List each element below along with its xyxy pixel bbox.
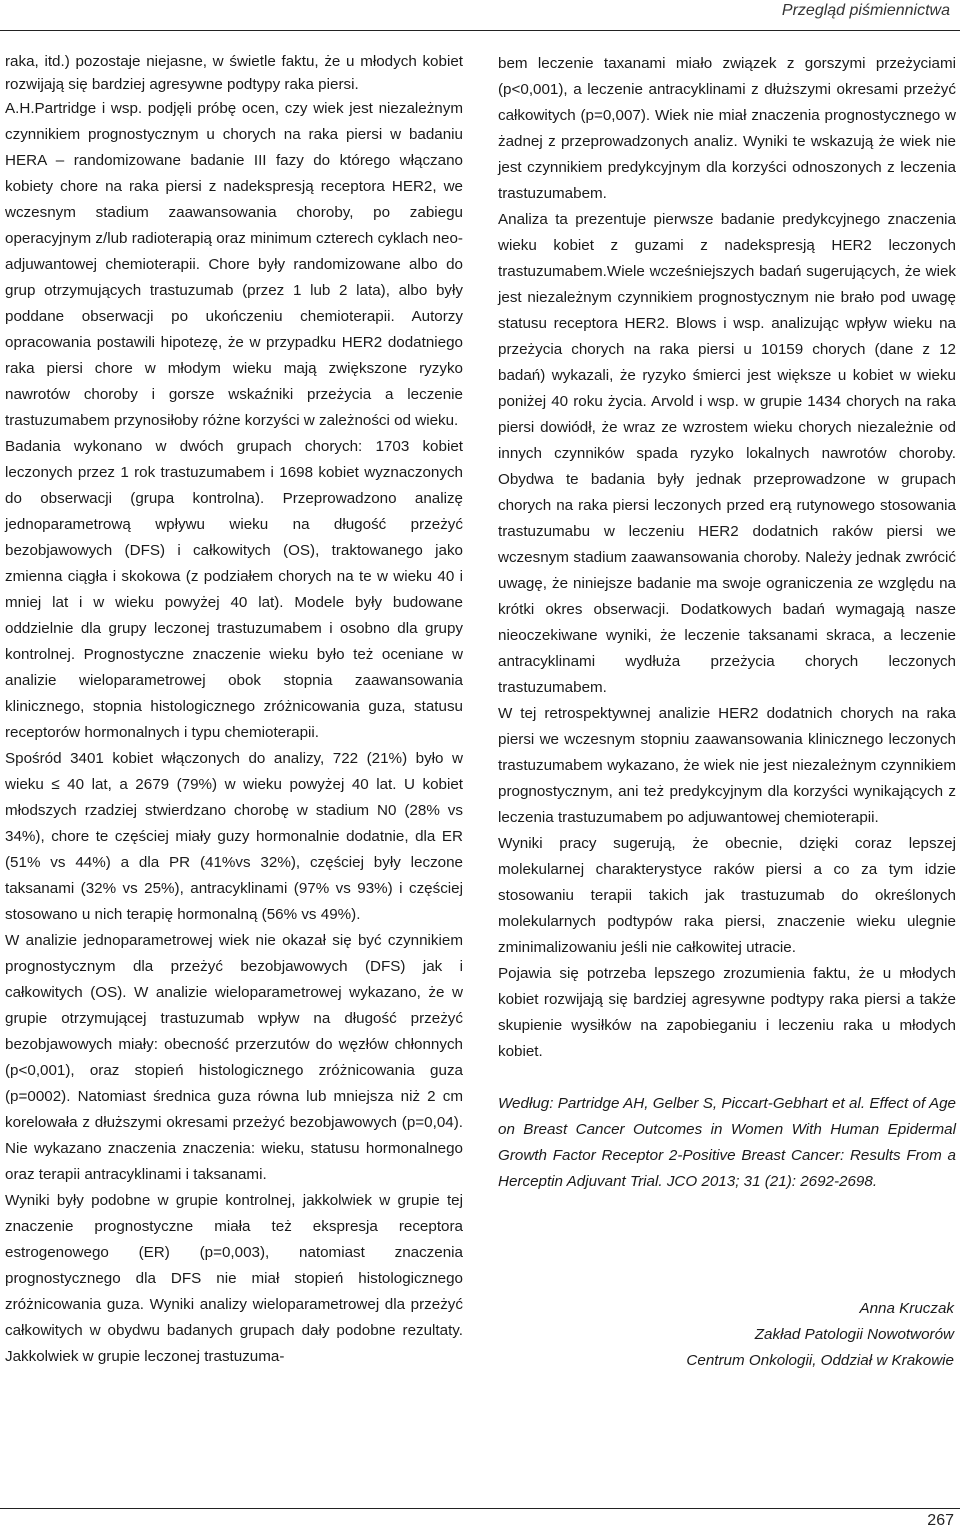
footer-rule: [0, 1508, 960, 1509]
citation: Według: Partridge AH, Gelber S, Piccart-Gebhart et al. Effect of Age on Breast Cancer Outcomes in Women With Human Epidermal Growth Factor Receptor 2-Positive Breast Cancer: Results From a Herceptin Adjuvant Trial. JCO 2013; 31 (21): 2692-2698.: [498, 1095, 956, 1190]
paragraph-conclusion: W tej retrospektywnej analizie HER2 dodatnich chorych na raka piersi we wczesnym stopniu zaawansowania klinicznego leczonych trastuzumabem wykazano, że wiek nie jest niezależnym czynnikiem prognostycznym, ani też predykcyjnym dla korzyści wynikających z leczenia trastuzumabem po adjuwantowej chemioterapii.: [498, 705, 956, 826]
left-column: [5, 51, 463, 1370]
paragraph-analysis: W analizie jednoparametrowej wiek nie okazał się być czynnikiem prognostycznym dla przeżyć bezobjawowych (DFS) jak i całkowitych (OS). W analizie wieloparametrowej wykazano, że w grupie otrzymującej trastuzumab wpływ na długość przeżyć bezobjawowych miały: obecność przerzutów do węzłów chłonnych (p<0,001), oraz stopień histologicznego zróżnicowania guza (p=0002). Natomiast średnica guza równa lub mniejsza niż 2 cm korelowała z dłuższymi okresami przeżyć bezobjawowych (p=0,04). Nie wykazano znaczenia znaczenia: wieku, statusu hormonalnego oraz terapii antracyklinami i taksanami.: [5, 932, 463, 1184]
signature-block: [686, 1296, 954, 1374]
paragraph-need: Pojawia się potrzeba lepszego zrozumienia faktu, że u młodych kobiet rozwijają się bardziej agresywne podtypy raka piersi a także skupienie wysiłków na zapobieganiu i leczeniu raka u młodych kobiet.: [498, 965, 956, 1060]
right-column: [498, 51, 956, 1195]
spacer: [498, 1065, 956, 1091]
header-rule: [0, 30, 960, 31]
paragraph-population: Spośród 3401 kobiet włączonych do analizy, 722 (21%) było w wieku ≤ 40 lat, a 2679 (79%) w wieku powyżej 40 lat. U kobiet młodszych rzadziej stwierdzano chorobę w stadium N0 (28% vs 34%), chore te częściej miały guzy hormonalnie dodatnie, dla ER (51% vs 44%) a dla PR (41%vs 32%), częściej były leczone taksanami (32% vs 25%), antracyklinami (97% vs 93%) i częściej stosowano u nich terapię hormonalną (56% vs 49%).: [5, 750, 463, 924]
paragraph-intro: raka, itd.) pozostaje niejasne, w świetle faktu, że u młodych kobiet rozwijają się bardziej agresywne podtypy raka piersi.: [5, 53, 463, 93]
author-name: Anna Kruczak: [859, 1300, 954, 1317]
author-institution: Centrum Onkologii, Oddział w Krakowie: [686, 1352, 954, 1369]
paragraph-discussion: Analiza ta prezentuje pierwsze badanie predykcyjnego znaczenia wieku kobiet z guzami z nadekspresją HER2 leczonych trastuzumabem.Wiele wcześniejszych badań sugerujących, że wiek jest niezależnym czynnikiem prognostycznym nie brało pod uwagę statusu receptora HER2. Blows i wsp. analizując wpływ wieku na przeżycia chorych na raka piersi u 10159 chorych (dane z 12 badań) wykazali, że ryzyko śmierci jest większe u kobiet w wieku poniżej 40 roku życia. Arvold i wsp. w grupie 1434 chorych na raka piersi dowiódł, że wraz ze wzrostem wieku chorych niezależnie od innych czynników spada ryzyko lokalnych nawrotów choroby. Obydwa te badania były jednak przeprowadzone w grupach chorych na raka piersi leczonych przed erą rutynowego stosowania trastuzumabu w leczeniu HER2 dodatnich raków piersi we wczesnym stadium zaawansowania choroby. Należy jednak zwrócić uwagę, że niniejsze badanie ma swoje ograniczenia ze względu na krótki okres obserwacji. Dodatkowych badań wymagają nasze nieoczekiwane wyniki, że leczenie taksanami skraca, a leczenie antracyklinami wydłuża przeżycia chorych leczonych trastuzumabem.: [498, 211, 956, 696]
paragraph-results-continued: bem leczenie taxanami miało związek z gorszymi przeżyciami (p<0,001), a leczenie antracyklinami z dłuższymi okresami przeżyć całkowitych (p=0,007). Wiek nie miał znaczenia prognostycznego w żadnej z przeprowadzonych analiz. Wyniki te wskazują że wiek nie jest czynnikiem predykcyjnym dla korzyści odnoszonych z leczenia trastuzumabem.: [498, 55, 956, 202]
page-number: 267: [927, 1512, 954, 1529]
paragraph-methods: Badania wykonano w dwóch grupach chorych: 1703 kobiet leczonych przez 1 rok trastuzumabem i 1698 kobiet wyznaczonych do obserwacji (grupa kontrolna). Przeprowadzono analizę jednoparametrową wpływu wieku na długość przeżyć bezobjawowych (DFS) i całkowitych (OS), traktowanego jako zmienna ciągła i skokowa (z podziałem chorych na te w wieku 40 i mniej lat i w wieku powyżej 40 lat). Modele były budowane oddzielnie dla grupy leczonej trastuzumabem i osobno dla grupy kontrolnej. Prognostyczne znaczenie wieku było też oceniane w analizie wieloparametrowej obok stopnia zaawansowania klinicznego, stopnia histologicznego zróżnicowania guza, statusu receptorów hormonalnych i typu chemioterapii.: [5, 438, 463, 742]
author-department: Zakład Patologii Nowotworów: [754, 1326, 954, 1343]
paragraph-control-group: Wyniki były podobne w grupie kontrolnej, jakkolwiek w grupie tej znaczenie prognostyczne miała też ekspresja receptora estrogenowego (ER) (p=0,003), natomiast znaczenia prognostycznego dla DFS nie miał stopień histologicznego zróżnicowania guza. Wyniki analizy wieloparametrowej dla przeżyć całkowitych w obydwu badanych grupach dały podobne rezultaty. Jakkolwiek w grupie leczonej trastuzuma-: [5, 1192, 463, 1366]
running-header-title: Przegląd piśmiennictwa: [781, 2, 950, 19]
paragraph-outlook: Wyniki pracy sugerują, że obecnie, dzięki coraz lepszej molekularnej charakterystyce raków piersi a co za tym idzie stosowaniu terapii takich jak trastuzumab do określonych molekularnych podtypów raka piersi, znaczenie wieku ulegnie zminimalizowaniu jeśli nie całkowitej utracie.: [498, 835, 956, 956]
paragraph-study-design: A.H.Partridge i wsp. podjęli próbę ocen, czy wiek jest niezależnym czynnikiem prognostycznym u chorych na raka piersi w badaniu HERA – randomizowane badanie III fazy do którego włączano kobiety chore na raka piersi z nadekspresją receptora HER2, we wczesnym stadium zaawansowania choroby, po zabiegu operacyjnym z/lub radioterapią oraz minimum czterech cyklach neo-adjuwantowej chemioterapii. Chore były randomizowane albo do grup otrzymujących trastuzumab (przez 1 lub 2 lata), albo były poddane obserwacji po ukończeniu chemioterapii. Autorzy opracowania postawili hipotezę, że w przypadku HER2 dodatniego raka piersi chore w młodym wieku mają zwiększone ryzyko nawrotów choroby i gorsze wskaźniki przeżycia a leczenie trastuzumabem przynosiłoby różne korzyści w zależności od wieku.: [5, 100, 463, 430]
